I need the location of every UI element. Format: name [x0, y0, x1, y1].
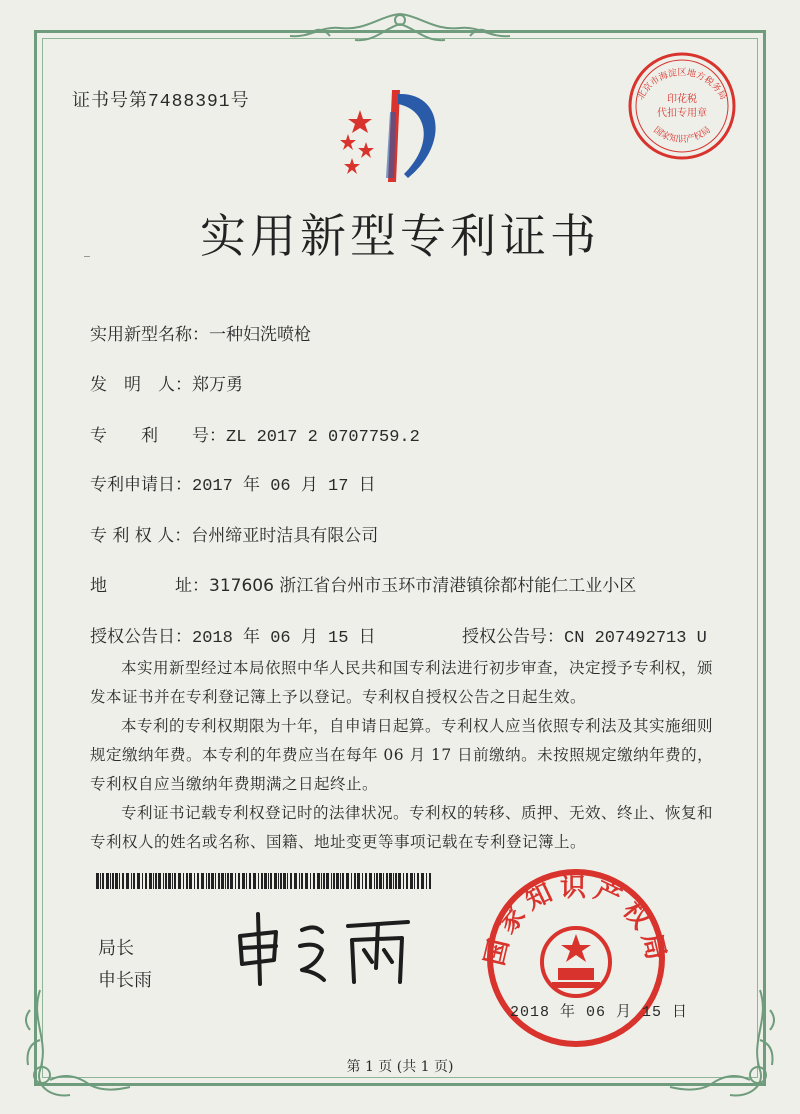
barcode-bar: [280, 873, 282, 889]
barcode-bar: [133, 873, 135, 889]
field-value: 2017 年 06 月 17 日: [192, 477, 376, 496]
field-utility-model-name: [90, 320, 311, 345]
barcode-bar: [149, 873, 152, 889]
field-grant-number: [462, 622, 707, 648]
barcode-bar: [126, 873, 129, 889]
certificate-title: 实用新型专利证书: [200, 209, 600, 263]
barcode-bar: [264, 873, 267, 889]
barcode-bar: [235, 873, 236, 889]
barcode-bar: [403, 873, 404, 889]
barcode-bar: [268, 873, 269, 889]
barcode-bar: [131, 873, 132, 889]
barcode-bar: [365, 873, 367, 889]
barcode-bar: [112, 873, 114, 889]
barcode-bar: [369, 873, 372, 889]
barcode-bar: [410, 873, 413, 889]
barcode-bar: [183, 873, 184, 889]
barcode-bar: [290, 873, 292, 889]
patent-office-logo: [330, 82, 450, 192]
stamp-mid-text-2: 代扣专用章: [657, 108, 707, 119]
barcode-bar: [258, 873, 259, 889]
stamp-mid-text: 印花税: [667, 94, 697, 105]
barcode-bar: [215, 873, 216, 889]
barcode-bar: [299, 873, 300, 889]
barcode-bar: [274, 873, 277, 889]
certificate-number-label: 证书号第: [72, 90, 148, 111]
barcode-bar: [110, 873, 111, 889]
barcode-bar: [168, 873, 171, 889]
page-number: 第 1 页 (共 1 页): [346, 1059, 454, 1075]
signatory-role: 局长: [98, 938, 134, 959]
bottom-left-ornament: [10, 980, 150, 1110]
star-icon: [358, 142, 374, 158]
barcode-bar: [395, 873, 397, 889]
barcode-bar: [310, 873, 311, 889]
barcode-bar: [186, 873, 188, 889]
field-label: 地 址：: [90, 576, 209, 596]
barcode-bar: [253, 873, 256, 889]
field-label: 授权公告号：: [462, 627, 564, 647]
barcode-bar: [119, 873, 120, 889]
barcode-bar: [197, 873, 199, 889]
barcode-bar: [153, 873, 154, 889]
barcode-bar: [393, 873, 394, 889]
barcode-bar: [194, 873, 195, 889]
barcode-bar: [172, 873, 173, 889]
barcode-bar: [106, 873, 109, 889]
barcode-bar: [165, 873, 167, 889]
svg-text:国家知识产权局: [651, 125, 712, 146]
barcode-bar: [206, 873, 207, 889]
barcode-bar: [398, 873, 401, 889]
barcode-bar: [242, 873, 245, 889]
field-value: 2018 年 06 月 15 日: [192, 629, 376, 648]
barcode-bar: [340, 873, 341, 889]
barcode-bar: [227, 873, 229, 889]
barcode-bar: [246, 873, 247, 889]
barcode-bar: [389, 873, 392, 889]
field-label: 授权公告日：: [90, 627, 192, 647]
field-label: 实用新型名称：: [90, 325, 209, 345]
barcode-bar: [238, 873, 240, 889]
barcode-bar: [96, 873, 99, 889]
barcode-bar: [278, 873, 279, 889]
barcode-bar: [249, 873, 251, 889]
stamp-bottom-text: 国家知识产权局: [651, 125, 713, 146]
field-grant-date: [90, 622, 376, 648]
barcode-bar: [142, 873, 143, 889]
field-address: [90, 571, 636, 596]
barcode-bar: [155, 873, 157, 889]
barcode-bar: [230, 873, 233, 889]
tax-stamp: [622, 44, 742, 164]
star-icon: [561, 934, 591, 962]
barcode-bar: [301, 873, 303, 889]
barcode-bar: [287, 873, 288, 889]
barcode-bar: [122, 873, 124, 889]
barcode-bar: [137, 873, 140, 889]
field-filing-date: [90, 470, 376, 496]
barcode-bar: [376, 873, 378, 889]
barcode-bar: [163, 873, 164, 889]
field-label: 专利申请日：: [90, 475, 192, 495]
barcode-bar: [211, 873, 214, 889]
handwritten-signature: [232, 908, 422, 988]
top-ornament: [270, 6, 530, 56]
paragraph: 本实用新型经过本局依照中华人民共和国专利法进行初步审查，决定授予专利权，颁发本证书并在专利登记簿上予以登记。专利权自授权公告之日起生效。: [90, 659, 714, 706]
barcode-bar: [189, 873, 192, 889]
barcode-bar: [426, 873, 427, 889]
certificate-number-value: 7488391: [148, 92, 231, 112]
barcode-bar: [294, 873, 297, 889]
star-icon: [344, 158, 360, 174]
barcode-bar: [283, 873, 286, 889]
barcode-bar: [331, 873, 332, 889]
certificate-number: [72, 86, 250, 112]
seal-date: 2018 年 06 月 15 日: [510, 1004, 689, 1021]
barcode-bar: [417, 873, 419, 889]
barcode-bar: [342, 873, 344, 889]
field-value: 郑万勇: [192, 375, 243, 395]
field-value: 一种妇洗喷枪: [209, 325, 311, 345]
barcode-bar: [313, 873, 315, 889]
barcode-bar: [406, 873, 408, 889]
barcode-bar: [383, 873, 384, 889]
barcode-bar: [201, 873, 204, 889]
barcode-bar: [421, 873, 424, 889]
star-icon: [340, 134, 356, 150]
barcode-bar: [414, 873, 415, 889]
barcode-bar: [102, 873, 104, 889]
barcode-bar: [174, 873, 176, 889]
barcode-bar: [323, 873, 325, 889]
seal-text: 国家知识产权局: [479, 873, 673, 969]
field-label: 专 利 权 人：: [90, 526, 192, 546]
field-inventor: [90, 370, 243, 395]
barcode-bar: [270, 873, 272, 889]
field-label: 专 利 号：: [90, 426, 226, 446]
barcode-bar: [357, 873, 360, 889]
barcode-bar: [362, 873, 363, 889]
barcode: [96, 873, 436, 889]
legal-text: [90, 654, 720, 857]
barcode-bar: [158, 873, 161, 889]
barcode-bar: [321, 873, 322, 889]
barcode-bar: [225, 873, 226, 889]
barcode-bar: [178, 873, 181, 889]
field-value: ZL 2017 2 0707759.2: [226, 428, 420, 447]
barcode-bar: [317, 873, 320, 889]
certificate-number-suffix: 号: [230, 90, 250, 111]
barcode-bar: [346, 873, 349, 889]
barcode-bar: [351, 873, 352, 889]
stamp-top-text: 北京市海淀区地方税务局: [636, 68, 728, 102]
barcode-bar: [354, 873, 356, 889]
field-patent-number: [90, 421, 420, 447]
star-icon: [348, 110, 372, 133]
barcode-bar: [115, 873, 118, 889]
barcode-bar: [379, 873, 382, 889]
barcode-bar: [333, 873, 335, 889]
barcode-bar: [218, 873, 220, 889]
barcode-bar: [336, 873, 339, 889]
margin-mark: [84, 256, 90, 257]
field-patentee: [90, 521, 378, 546]
barcode-bar: [429, 873, 431, 889]
barcode-bar: [221, 873, 224, 889]
field-value: CN 207492713 U: [564, 629, 707, 648]
barcode-bar: [261, 873, 263, 889]
field-value: 317606 浙江省台州市玉环市清港镇徐都村能仁工业小区: [209, 576, 637, 596]
signatory-name: 申长雨: [98, 970, 152, 991]
barcode-bar: [100, 873, 101, 889]
barcode-bar: [145, 873, 147, 889]
barcode-bar: [326, 873, 329, 889]
field-label: 发 明 人：: [90, 375, 192, 395]
barcode-bar: [374, 873, 375, 889]
paragraph: 本专利的专利权期限为十年，自申请日起算。专利权人应当依照专利法及其实施细则规定缴纳年费。本专利的年费应当在每年 06 月 17 日前缴纳。未按照规定缴纳年费的，专利权自应当缴纳年费期满之日起终止。: [90, 717, 714, 793]
field-value: 台州缔亚时洁具有限公司: [191, 526, 379, 546]
barcode-bar: [208, 873, 210, 889]
barcode-bar: [305, 873, 308, 889]
paragraph: 专利证书记载专利权登记时的法律状况。专利权的转移、质押、无效、终止、恢复和专利权人的姓名或名称、国籍、地址变更等事项记载在专利登记簿上。: [90, 804, 714, 851]
barcode-bar: [386, 873, 388, 889]
